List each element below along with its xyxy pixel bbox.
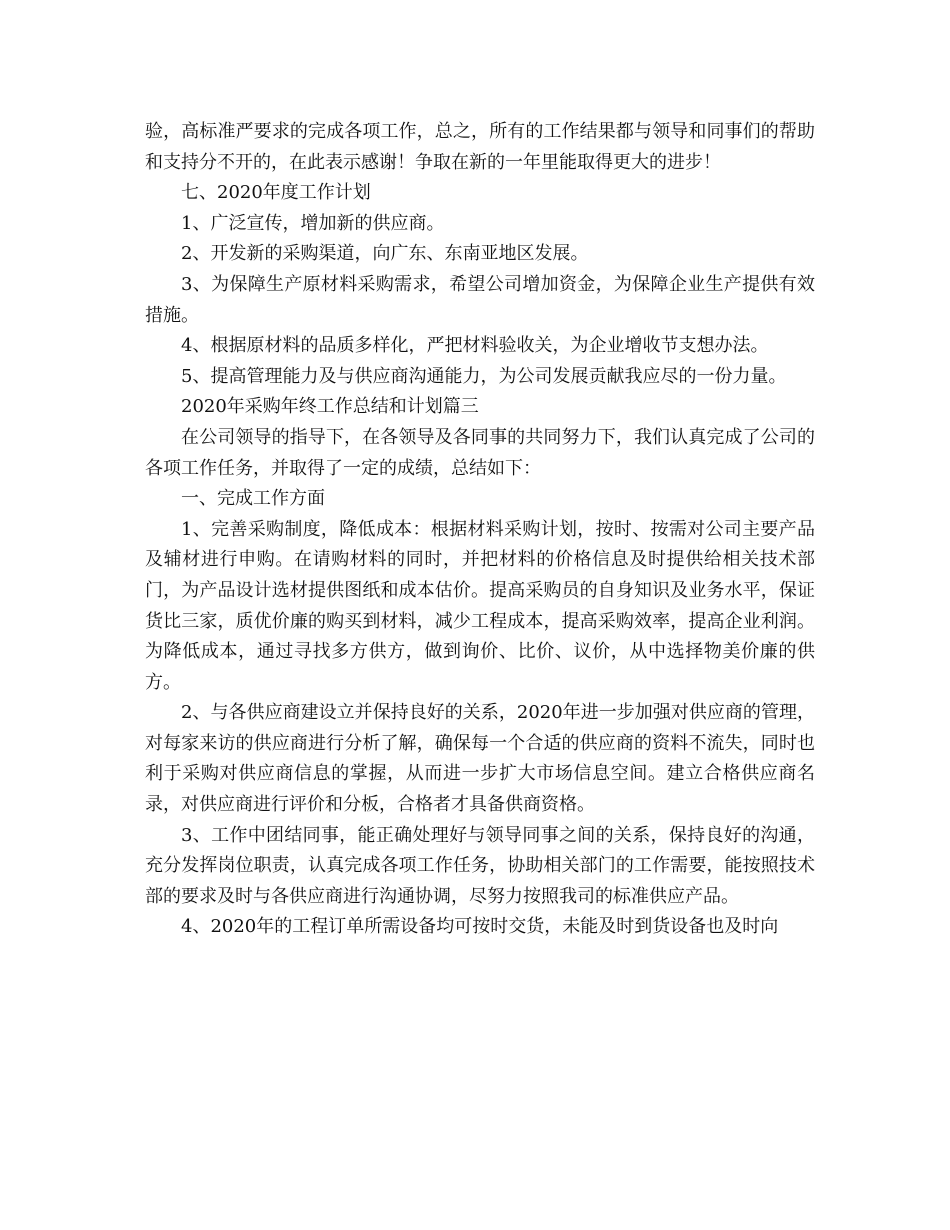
- plan-item-3: 3、为保障生产原材料采购需求，希望公司增加资金，为保障企业生产提供有效措施。: [145, 273, 815, 326]
- section-heading-plan: 七、2020年度工作计划: [181, 182, 371, 204]
- plan-item-2: 2、开发新的采购渠道，向广东、东南亚地区发展。: [181, 243, 589, 265]
- paragraph-continued: 验，高标准严要求的完成各项工作，总之，所有的工作结果都与领导和同事们的帮助和支持分不开的，在此表示感谢！争取在新的一年里能取得更大的进步！: [145, 121, 815, 173]
- document-body: [145, 117, 815, 943]
- plan-item-1: 1、广泛宣传，增加新的供应商。: [181, 212, 445, 234]
- intro-paragraph: 在公司领导的指导下，在各领导及各同事的共同努力下，我们认真完成了公司的各项工作任务，并取得了一定的成绩，总结如下：: [145, 426, 815, 479]
- article-title: 2020年采购年终工作总结和计划篇三: [181, 396, 479, 418]
- work-item-2: 2、与各供应商建设立并保持良好的关系，2020年进一步加强对供应商的管理，对每家来访的供应商进行分析了解，确保每一个合适的供应商的资料不流失，同时也利于采购对供应商信息的掌握，从而进一步扩大市场信息空间。建立合格供应商名录，对供应商进行评价和分板，合格者才具备供商资格。: [145, 702, 815, 816]
- work-item-1: 1、完善采购制度，降低成本：根据材料采购计划，按时、按需对公司主要产品及辅材进行申购。在请购材料的同时，并把材料的价格信息及时提供给相关技术部门，为产品设计选材提供图纸和成本估价。提高采购员的自身知识及业务水平，保证货比三家，质优价廉的购买到材料，减少工程成本，提高采购效率，提高企业利润。为降低成本，通过寻找多方供方，做到询价、比价、议价，从中选择物美价廉的供方。: [145, 518, 815, 693]
- plan-item-5: 5、提高管理能力及与供应商沟通能力，为公司发展贡献我应尽的一份力量。: [181, 365, 787, 387]
- plan-item-4: 4、根据原材料的品质多样化，严把材料验收关，为企业增收节支想办法。: [181, 335, 769, 357]
- work-item-4: 4、2020年的工程订单所需设备均可按时交货，未能及时到货设备也及时向: [181, 916, 779, 938]
- section-heading-work: 一、完成工作方面: [181, 488, 325, 510]
- work-item-3: 3、工作中团结同事，能正确处理好与领导同事之间的关系，保持良好的沟通，充分发挥岗位职责，认真完成各项工作任务，协助相关部门的工作需要，能按照技术部的要求及时与各供应商进行沟通协调，尽努力按照我司的标准供应产品。: [145, 824, 815, 907]
